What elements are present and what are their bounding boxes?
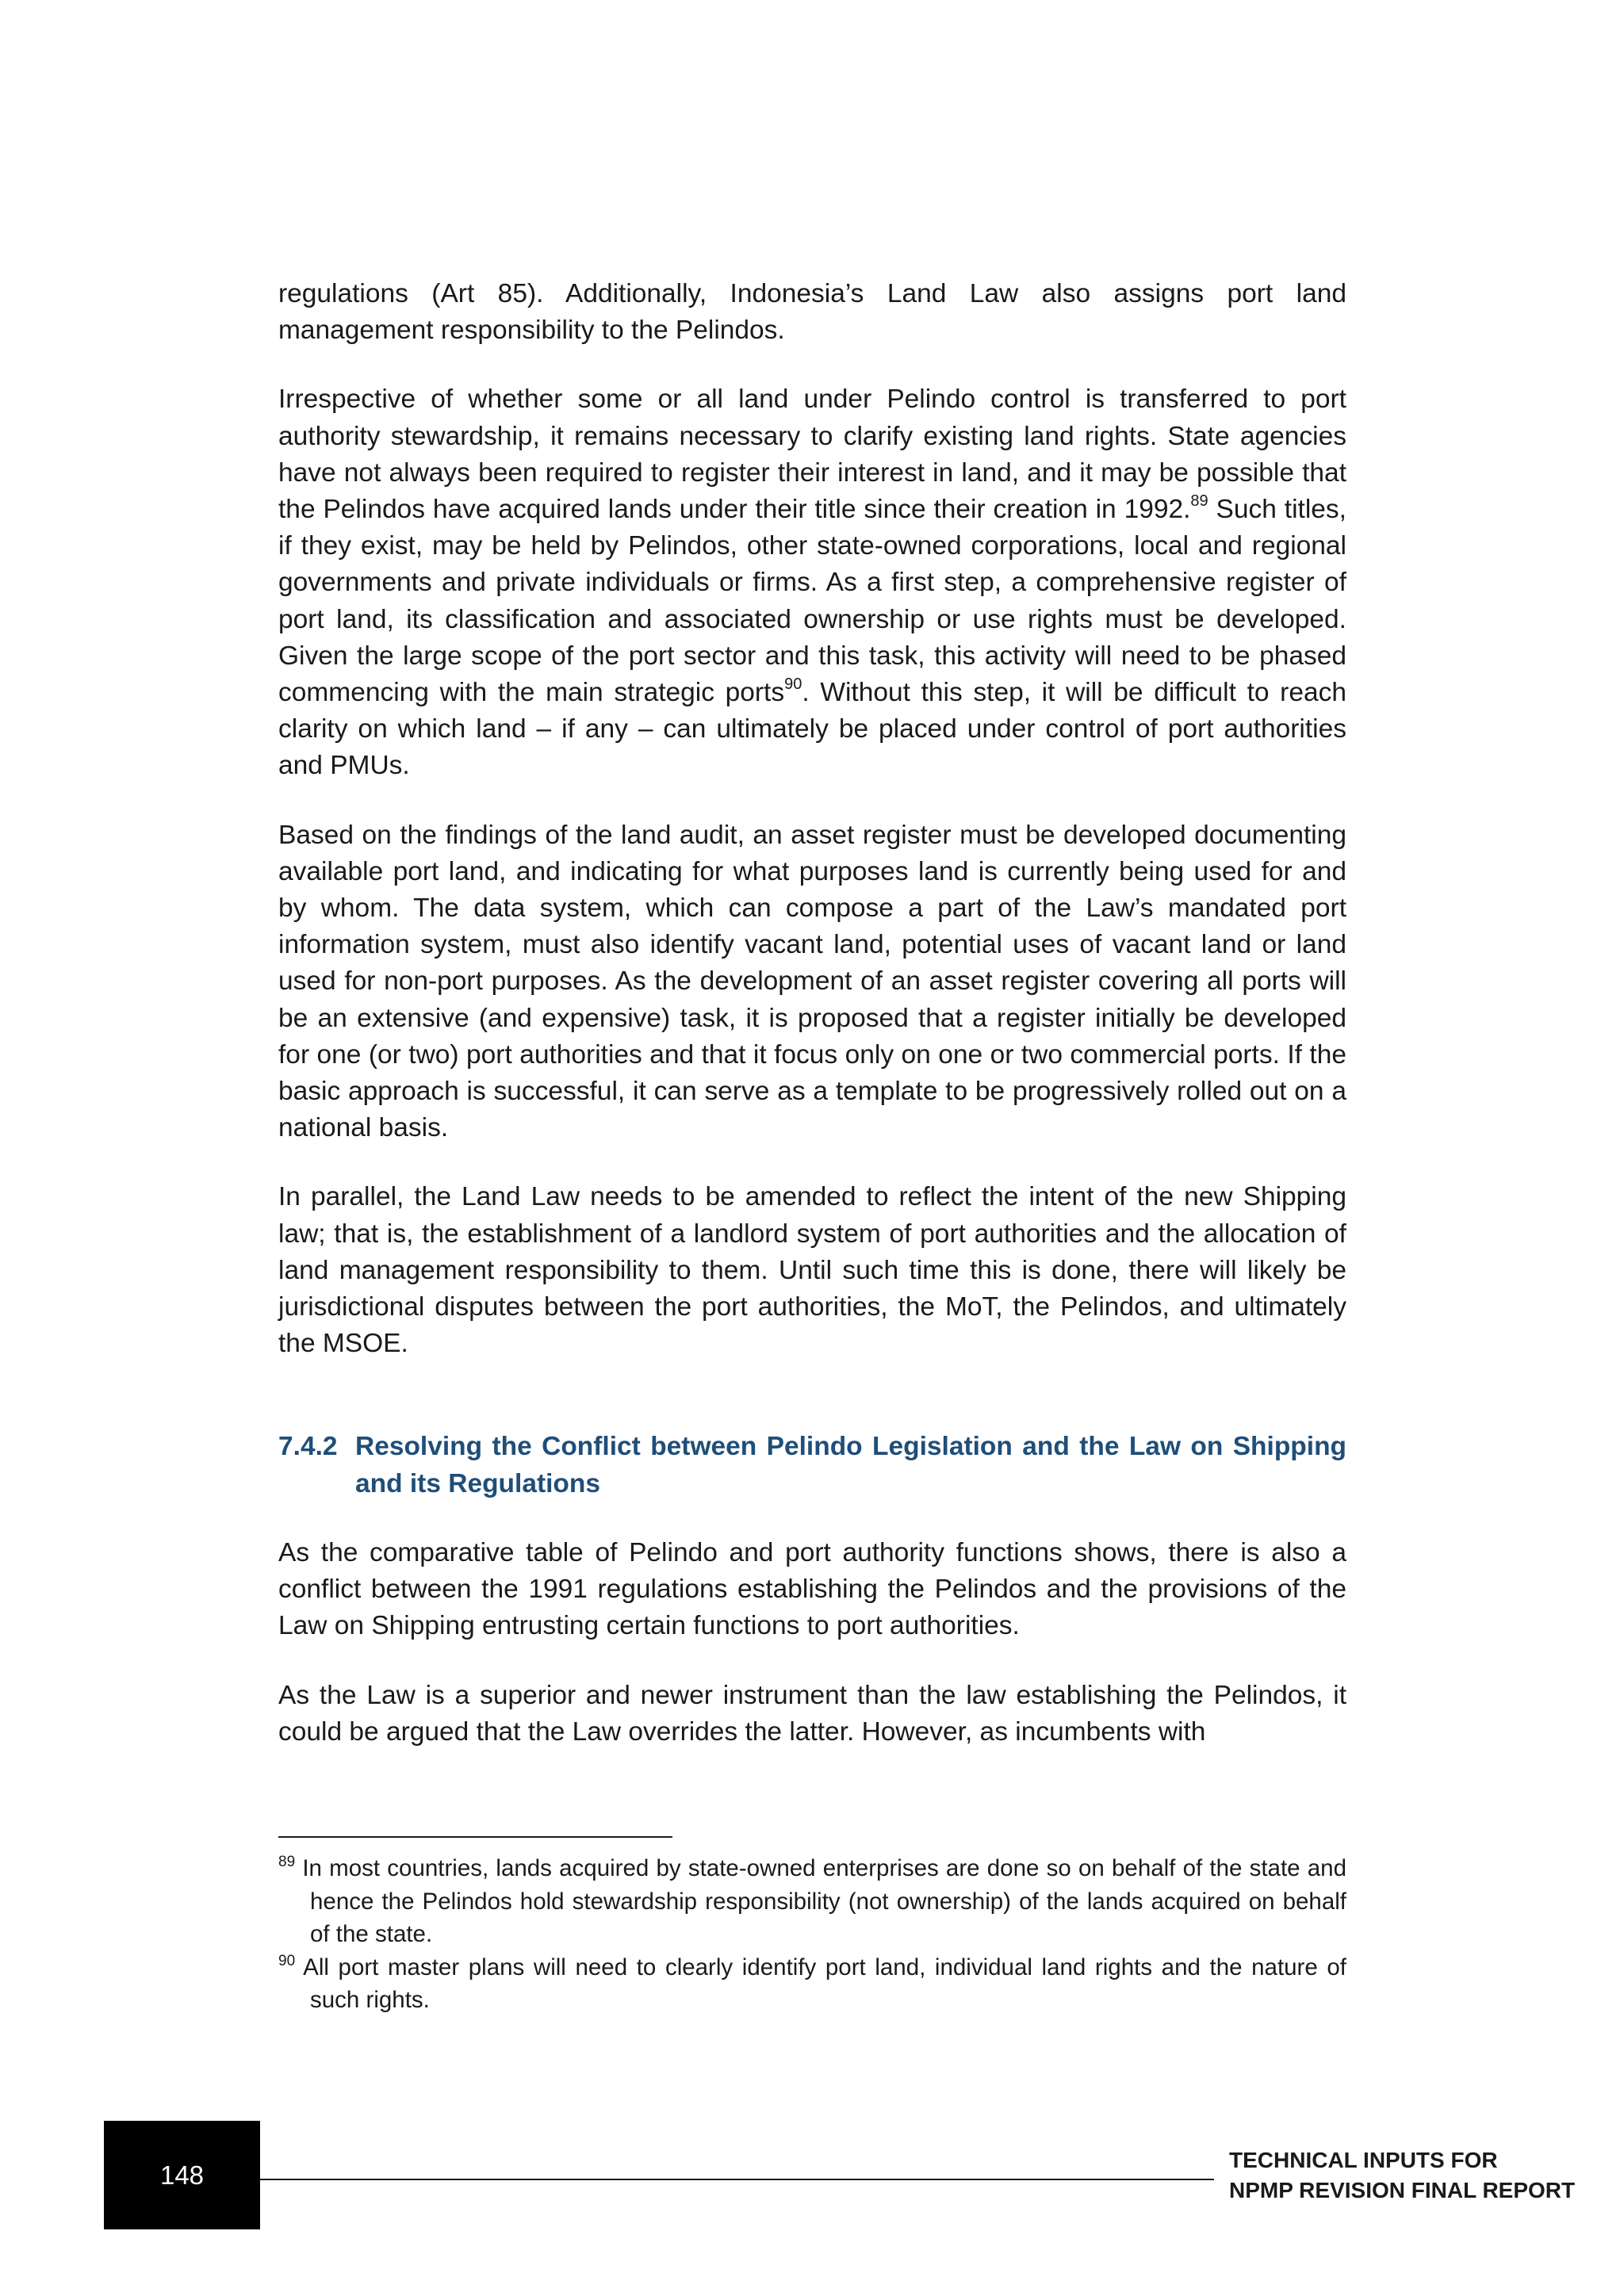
- section-title: Resolving the Conflict between Pelindo Legislation and the Law on Shipping and its Regulations: [355, 1432, 1346, 1498]
- footnote-90: [278, 1951, 1346, 2017]
- footnote-number: 89: [278, 1854, 296, 1870]
- paragraph-2-part-a: Irrespective of whether some or all land under Pelindo control is transferred to port authority stewardship, it remains necessary to clarify existing land rights. State agencies have not always been required to register their interest in land, and it may be possible that the Pelindos have acquired lands under their title since their creation in 1992.: [278, 385, 1346, 525]
- section-heading: [278, 1429, 1346, 1502]
- footer-divider: [260, 2179, 1214, 2180]
- paragraph-2-part-b: Such titles, if they exist, may be held by Pelindos, other state-owned corporations, local and regional governments and private individuals or firms. As a first step, a comprehensive register of port land, its classification and associated ownership or use rights must be developed. Given the large scope of the port sector and this task, this activity will need to be phased commencing with the main strategic ports: [278, 495, 1346, 708]
- footer-title-line-2: NPMP REVISION FINAL REPORT: [1229, 2178, 1576, 2202]
- paragraph-1: regulations (Art 85). Additionally, Indonesia’s Land Law also assigns port land management responsibility to the Pelindos.: [278, 279, 1346, 346]
- page-number: 148: [159, 2160, 205, 2190]
- main-content: [278, 276, 1346, 1783]
- footnote-number: 90: [278, 1952, 296, 1969]
- paragraph-6: As the Law is a superior and newer instrument than the law establishing the Pelindos, it could be argued that the Law overrides the latter. However, as incumbents with: [278, 1680, 1346, 1747]
- footnote-divider: [278, 1836, 672, 1838]
- footnote-text: All port master plans will need to clearly identify port land, individual land rights and the nature of such rights.: [303, 1954, 1346, 2013]
- footer-title: [1229, 2145, 1594, 2206]
- paragraph-4: In parallel, the Land Law needs to be amended to reflect the intent of the new Shipping law; that is, the establishment of a landlord system of port authorities and the allocation of land management responsibility to them. Until such time this is done, there will likely be jurisdictional disputes between the port authorities, the MoT, the Pelindos, and ultimately the MSOE.: [278, 1182, 1346, 1359]
- section-number: 7.4.2: [278, 1432, 338, 1462]
- paragraph-2: [278, 381, 1346, 784]
- footer-title-line-1: TECHNICAL INPUTS FOR: [1229, 2148, 1498, 2172]
- page-number-box: [104, 2121, 260, 2229]
- paragraph-2-part-c: . Without this step, it will be difficult to reach clarity on which land – if any – can ultimately be placed under control of port authorities and PMUs.: [278, 678, 1346, 781]
- footnote-89: [278, 1852, 1346, 1951]
- footnote-ref-90[interactable]: 90: [784, 675, 802, 694]
- footnote-ref-89[interactable]: 89: [1190, 492, 1208, 511]
- paragraph-5: As the comparative table of Pelindo and port authority functions shows, there is also a conflict between the 1991 regulations establishing the Pelindos and the provisions of the Law on Shipping entrusting certain functions to port authorities.: [278, 1537, 1346, 1641]
- footnote-text: In most countries, lands acquired by state-owned enterprises are done so on behalf of the state and hence the Pelindos hold stewardship responsibility (not ownership) of the lands acquired on behalf of the state.: [302, 1855, 1346, 1947]
- paragraph-3: Based on the findings of the land audit, an asset register must be developed documenting available port land, and indicating for what purposes land is currently being used for and by whom. The data system, which can compose a part of the Law’s mandated port information system, must also identify vacant land, potential uses of vacant land or land used for non-port purposes. As the development of an asset register covering all ports will be an extensive (and expensive) task, it is proposed that a register initially be developed for one (or two) port authorities and that it focus only on one or two commercial ports. If the basic approach is successful, it can serve as a template to be progressively rolled out on a national basis.: [278, 820, 1346, 1143]
- footnotes: [278, 1852, 1346, 2017]
